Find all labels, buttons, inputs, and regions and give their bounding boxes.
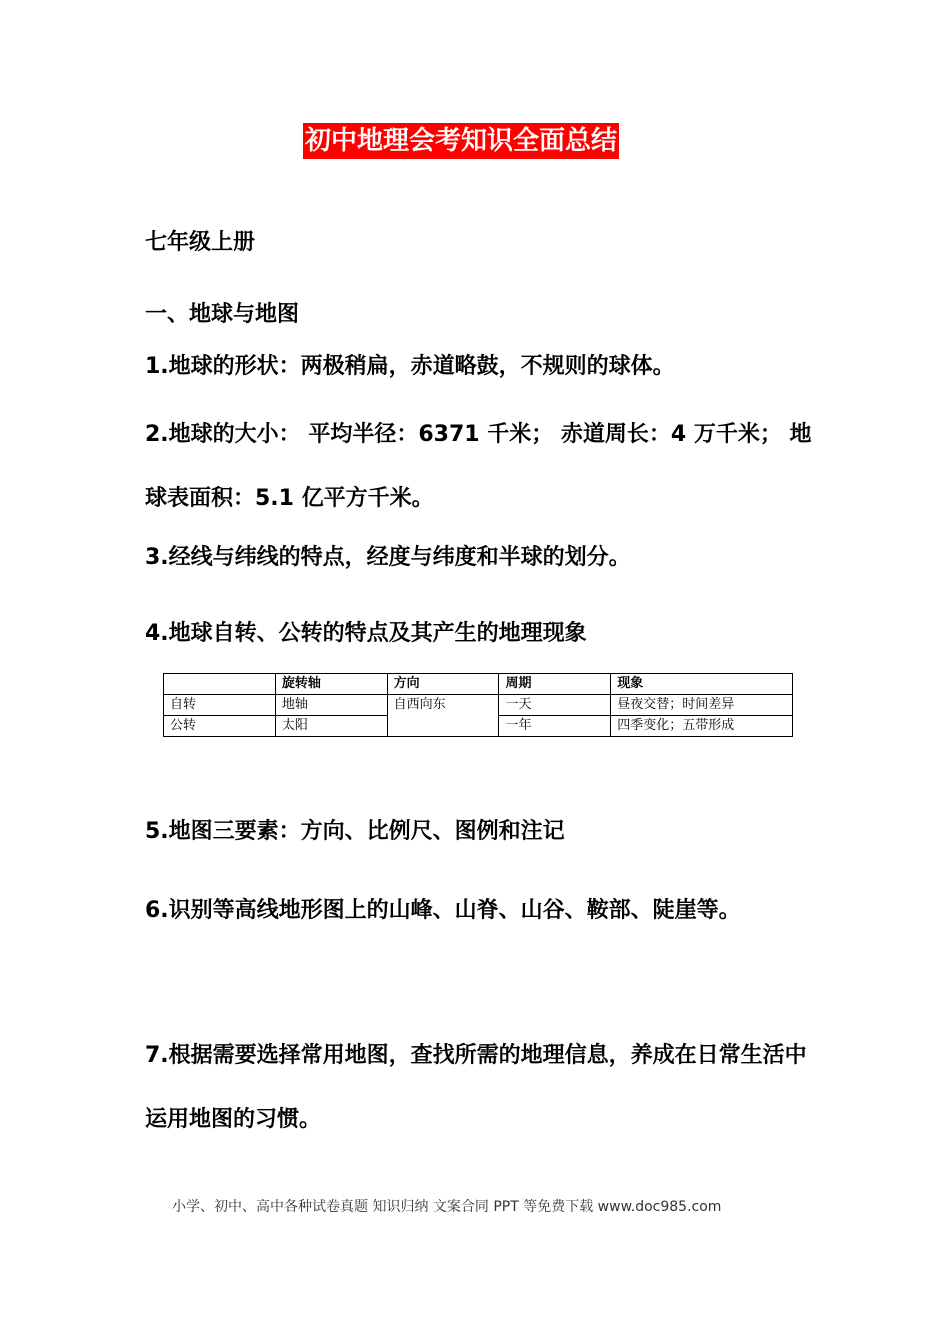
- table-cell: 四季变化；五带形成: [611, 716, 793, 737]
- item-4: 4.地球自转、公转的特点及其产生的地理现象: [145, 621, 587, 646]
- item-6: 6.识别等高线地形图上的山峰、山脊、山谷、鞍部、陡崖等。: [145, 898, 741, 923]
- table-cell: 地轴: [275, 695, 387, 716]
- table-header-cell: 旋转轴: [275, 674, 387, 695]
- document-title: 初中地理会考知识全面总结: [303, 123, 619, 159]
- table-cell: 自西向东: [387, 695, 499, 737]
- section-heading: 一、地球与地图: [145, 302, 300, 327]
- item-3: 3.经线与纬线的特点，经度与纬度和半球的划分。: [145, 545, 631, 570]
- table-header-cell: 现象: [611, 674, 793, 695]
- item-7: 7.根据需要选择常用地图，查找所需的地理信息，养成在日常生活中运用地图的习惯。: [145, 1043, 807, 1132]
- table-header-cell: [164, 674, 276, 695]
- table-cell: 公转: [164, 716, 276, 737]
- table-header-cell: 方向: [387, 674, 499, 695]
- table-cell: 自转: [164, 695, 276, 716]
- table-cell: 一年: [499, 716, 611, 737]
- table-cell: 昼夜交替；时间差异: [611, 695, 793, 716]
- table-header-row: [164, 674, 793, 695]
- table-cell: 太阳: [275, 716, 387, 737]
- rotation-revolution-table: [163, 673, 793, 737]
- table-header-cell: 周期: [499, 674, 611, 695]
- table-row: [164, 695, 793, 716]
- item-5: 5.地图三要素：方向、比例尺、图例和注记: [145, 819, 565, 844]
- footer-text: 小学、初中、高中各种试卷真题 知识归纳 文案合同 PPT 等免费下载 www.doc985.com: [172, 1199, 722, 1215]
- grade-heading: 七年级上册: [145, 230, 256, 255]
- table-cell: 一天: [499, 695, 611, 716]
- item-2: 2.地球的大小： 平均半径：6371 千米； 赤道周长：4 万千米； 地球表面积：5.1 亿平方千米。: [145, 422, 812, 511]
- item-1: 1.地球的形状：两极稍扁，赤道略鼓，不规则的球体。: [145, 354, 675, 379]
